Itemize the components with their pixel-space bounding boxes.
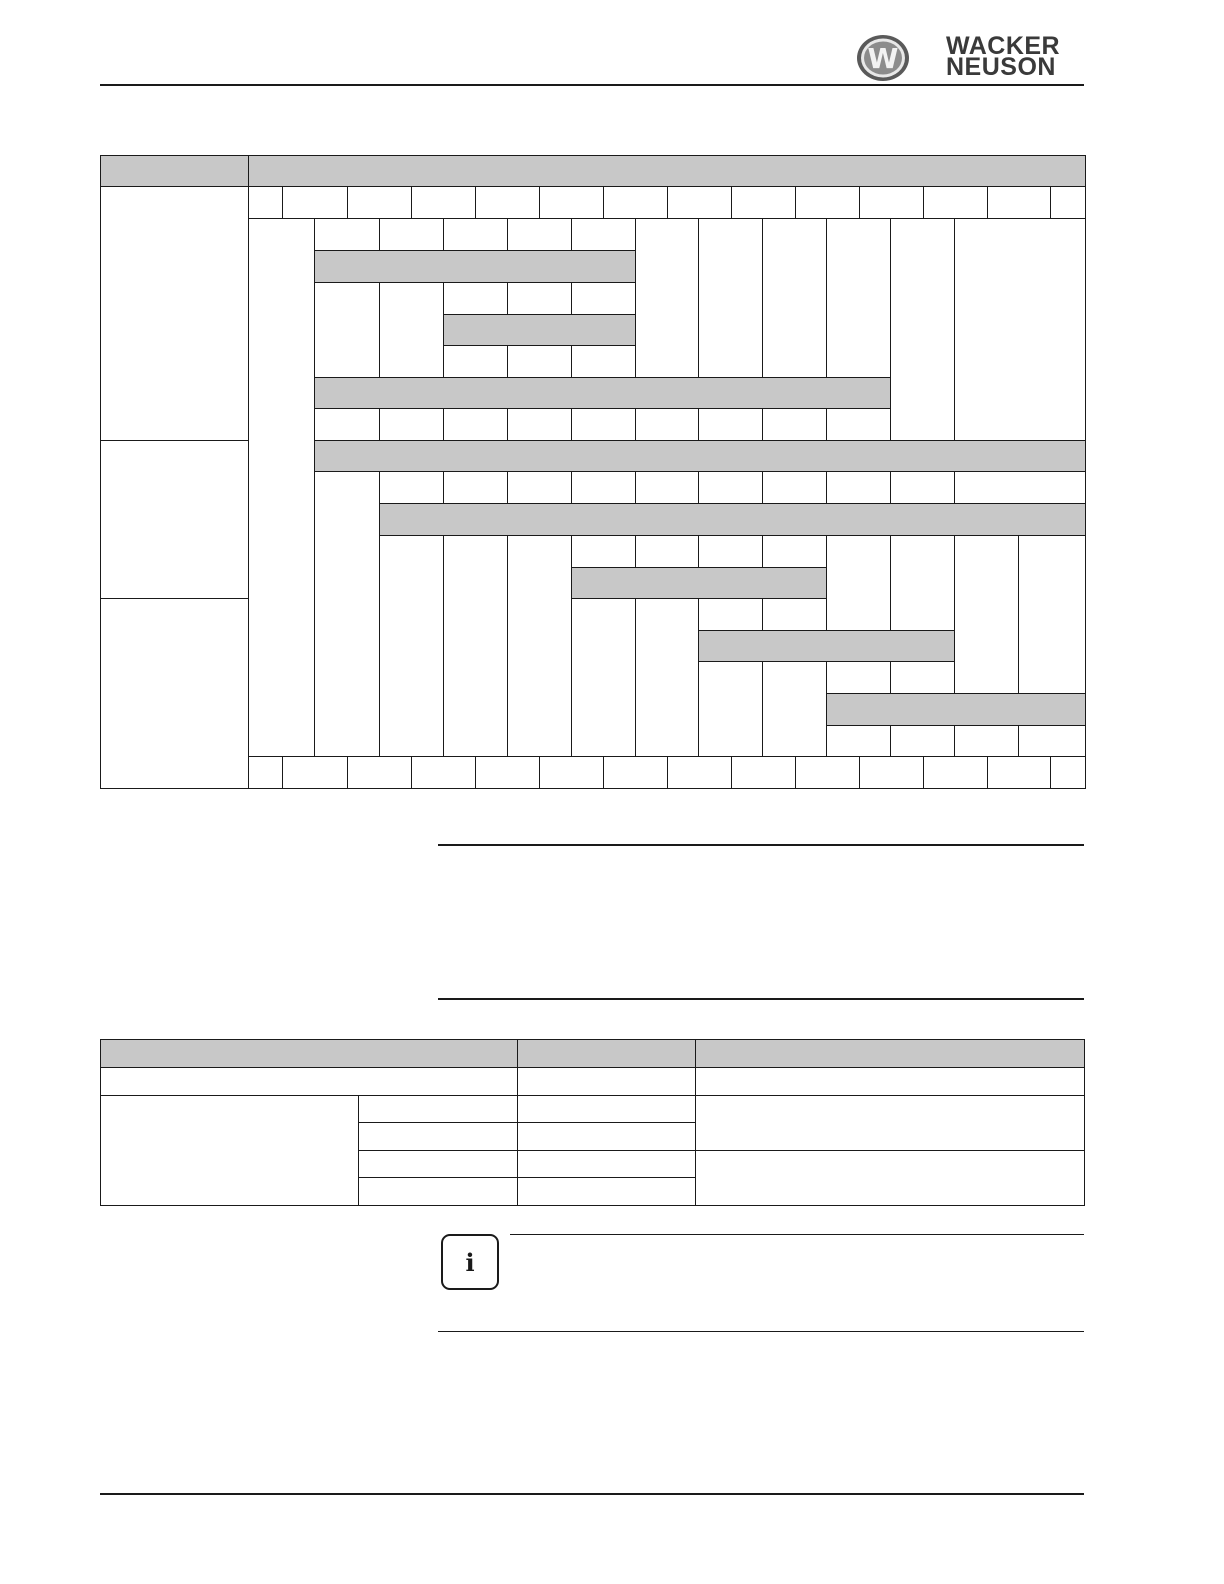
footer-rule [100,1493,1084,1495]
table-cell [517,1122,696,1151]
table-header-cell [248,155,1086,187]
table-cell [954,471,1086,504]
scale-cell [1050,756,1086,789]
scale-cell [923,756,988,789]
scale-cell [731,756,796,789]
table-cell [826,471,891,504]
section-rule-bottom [438,998,1084,1000]
band-cell [314,377,891,409]
table-cell [635,471,699,504]
table-cell [517,1150,696,1178]
table-cell [826,218,891,378]
scale-cell [282,756,348,789]
table-cell [826,408,891,441]
band-cell [826,693,1086,726]
table-cell [379,218,444,251]
table-cell [571,471,636,504]
row-label-cell [100,186,249,441]
table-cell [890,661,955,694]
brand-wordmark [946,32,1086,82]
table-cell [954,725,1019,757]
table-cell [517,1177,696,1206]
table-cell [517,1067,696,1096]
scale-cell [603,756,668,789]
scale-cell [1050,186,1086,219]
scale-cell [475,186,540,219]
table-cell [443,408,508,441]
table-cell [517,1095,696,1123]
table-header-cell [100,155,249,187]
table-cell [826,661,891,694]
scale-cell [667,186,732,219]
table-cell [507,345,572,378]
info-glyph: i [465,1248,475,1277]
table-cell [635,408,699,441]
note-rule-bottom [438,1331,1084,1332]
table-cell [314,471,380,757]
scale-cell [731,186,796,219]
table-cell [890,471,955,504]
table-cell [379,535,444,757]
scale-cell [248,756,283,789]
table-cell [954,218,1086,441]
table-cell [695,1150,1085,1206]
table-cell [314,218,380,251]
row-label-cell [100,440,249,599]
scale-cell [347,756,412,789]
brand-line-2: NEUSON [946,53,1056,81]
band-cell [698,630,955,662]
table-cell [314,282,380,378]
scale-cell [667,756,732,789]
table-cell [762,218,827,378]
table-cell [100,1067,518,1096]
table-cell [698,535,763,568]
scale-cell [248,186,283,219]
table-cell [248,218,315,757]
note-rule-top [510,1234,1084,1235]
scale-cell [923,186,988,219]
band-cell [379,503,1086,536]
table-cell [443,535,508,757]
table-cell [571,598,636,757]
table-cell [698,471,763,504]
table-cell [443,345,508,378]
scale-cell [795,756,860,789]
band-cell [314,250,636,283]
table-cell [1018,725,1086,757]
table-cell [762,471,827,504]
scale-cell [795,186,860,219]
table-cell [890,218,955,441]
table-cell [379,282,444,378]
table-cell [698,408,763,441]
table-cell [314,408,380,441]
table-cell [443,282,508,315]
table-cell [571,282,636,315]
row-label-cell [100,598,249,789]
table-header-cell [517,1039,696,1068]
table-cell [358,1122,518,1151]
table-cell [695,1067,1085,1096]
emblem-letter: W [867,42,899,75]
table-cell [762,535,827,568]
table-cell [635,218,699,378]
table-cell [358,1177,518,1206]
table-cell [358,1095,518,1123]
scale-cell [411,186,476,219]
table-cell [443,218,508,251]
table-cell [635,535,699,568]
table-cell [507,408,572,441]
band-cell [443,314,636,346]
scale-cell [859,756,924,789]
info-i-icon [441,1234,499,1290]
table-cell [826,725,891,757]
table-cell [507,535,572,757]
table-cell [571,218,636,251]
table-cell [507,218,572,251]
scale-cell [539,186,604,219]
table-cell [571,408,636,441]
table-cell [571,345,636,378]
scale-cell [347,186,412,219]
wacker-neuson-logo-icon [855,33,911,83]
table-cell [698,218,763,378]
table-cell [890,535,955,631]
scale-cell [859,186,924,219]
scale-cell [987,186,1051,219]
scale-cell [603,186,668,219]
table-cell [695,1095,1085,1151]
table-cell [635,598,699,757]
table-cell [826,535,891,631]
scale-cell [987,756,1051,789]
table-cell [443,471,508,504]
scale-cell [475,756,540,789]
table-cell [1018,535,1086,694]
table-cell [507,471,572,504]
band-cell [314,440,1086,472]
scale-cell [282,186,348,219]
header-rule [100,84,1084,86]
table-header-cell [100,1039,518,1068]
table-cell [762,661,827,757]
table-header-cell [695,1039,1085,1068]
table-cell [507,282,572,315]
table-cell [379,471,444,504]
section-rule-top [438,844,1084,846]
table-cell [954,535,1019,694]
table-cell [890,725,955,757]
table-cell [379,408,444,441]
band-cell [571,567,827,599]
row-label-cell [100,1095,359,1206]
table-cell [762,408,827,441]
table-cell [762,598,827,631]
scale-cell [411,756,476,789]
table-cell [571,535,636,568]
table-cell [358,1150,518,1178]
scale-cell [539,756,604,789]
table-cell [698,661,763,757]
table-cell [698,598,763,631]
brand-line-1: WACKER [946,32,1061,60]
